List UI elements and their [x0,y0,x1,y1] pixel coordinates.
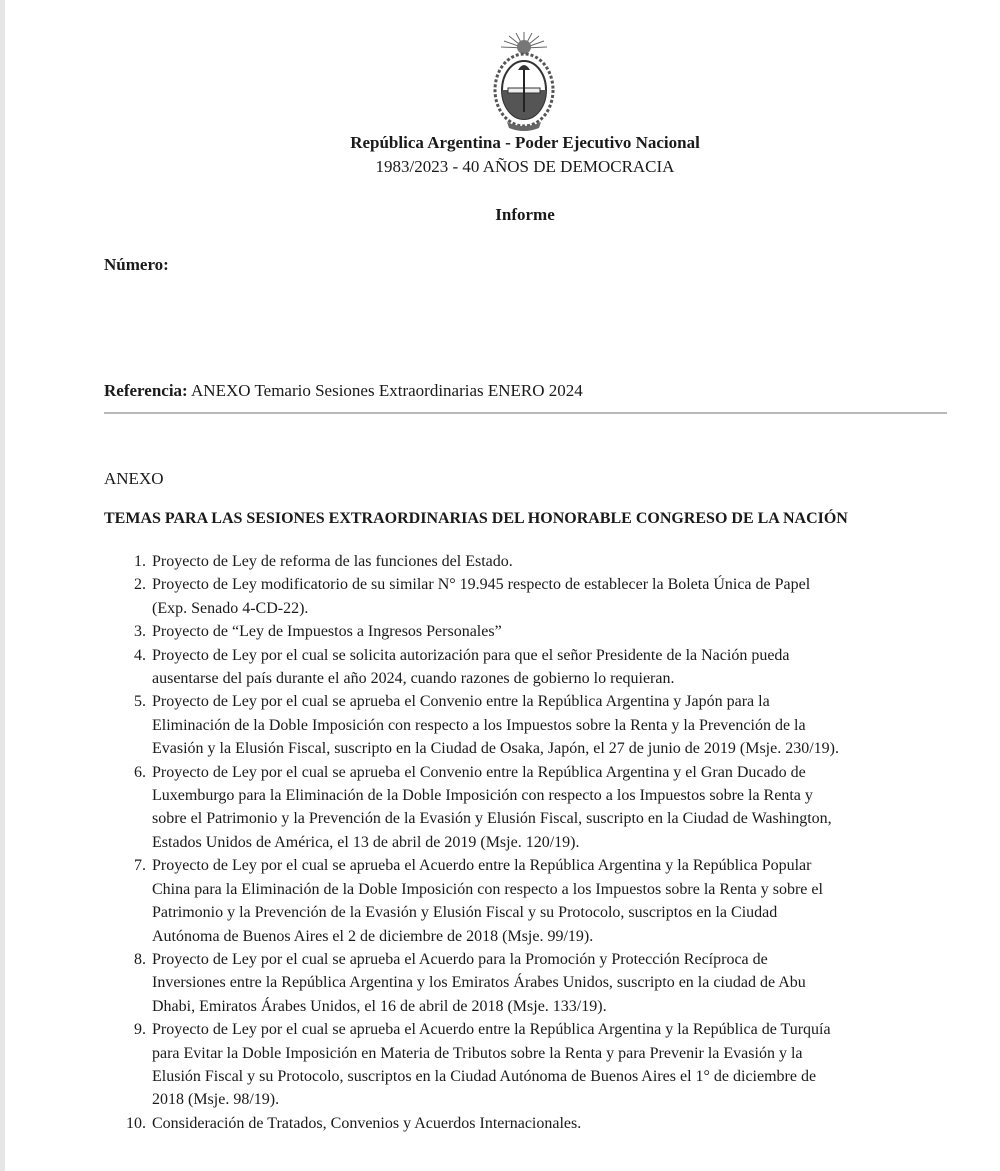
list-item-line: Dhabi, Emiratos Árabes Unidos, el 16 de abril de 2018 (Msje. 133/19). [152,997,607,1015]
temas-title: TEMAS PARA LAS SESIONES EXTRAORDINARIAS DEL HONORABLE CONGRESO DE LA NACIÓN [104,510,848,527]
list-item-number: 6. [134,763,146,781]
list-item-line: Estados Unidos de América, el 13 de abril de 2019 (Msje. 120/19). [152,833,580,851]
list-item [104,948,954,1018]
list-item-line: Luxemburgo para la Eliminación de la Doble Imposición con respecto a los Impuestos sobre la Renta y [152,787,813,805]
list-item-text [152,948,954,1018]
referencia [104,381,583,401]
referencia-label: Referencia: [104,381,188,400]
list-item-text [152,644,954,691]
document-type: Informe [495,205,555,224]
list-item-line: Evasión y la Elusión Fiscal, suscripto en la Ciudad de Osaka, Japón, el 27 de junio de 2019 (Msje. 230/19). [152,740,839,758]
header-subtitle: 1983/2023 - 40 AÑOS DE DEMOCRACIA [375,157,675,176]
anexo-heading: ANEXO [104,469,164,488]
list-item-line: (Exp. Senado 4-CD-22). [152,599,309,617]
list-item-text [152,1112,954,1135]
list-item-number: 7. [134,857,146,875]
list-item-number: 10. [126,1114,146,1132]
list-item [104,550,954,573]
list-item-line: Eliminación de la Doble Imposición con respecto a los Impuestos sobre la Renta y la Prevención de la [152,716,806,734]
list-item-line: Proyecto de Ley por el cual se aprueba el Acuerdo entre la República Argentina y la República de Turquía [152,1021,831,1039]
list-item-line: ausentarse del país durante el año 2024, cuando razones de gobierno lo requieran. [152,670,675,688]
list-item-number: 5. [134,693,146,711]
list-item-line: Autónoma de Buenos Aires el 2 de diciembre de 2018 (Msje. 99/19). [152,927,594,945]
list-item-number: 8. [134,950,146,968]
list-item-line: Proyecto de Ley por el cual se solicita autorización para que el señor Presidente de la Nación pueda [152,646,790,664]
list-item-line: Proyecto de Ley de reforma de las funciones del Estado. [152,553,513,570]
list-item-line: Proyecto de Ley por el cual se aprueba el Acuerdo entre la República Argentina y la República Popular [152,857,812,875]
list-item-line: Elusión Fiscal y su Protocolo, suscriptos en la Ciudad Autónoma de Buenos Aires el 1° de diciembre de [152,1067,817,1085]
list-item-line: Inversiones entre la República Argentina y los Emiratos Árabes Unidos, suscripto en la ciudad de Abu [152,974,806,992]
list-item-text [152,690,954,760]
temas-list [104,550,954,1135]
list-item [104,644,954,691]
list-item-text [152,761,954,855]
list-item-line: Patrimonio y la Prevención de la Evasión y Elusión Fiscal y su Protocolo, suscriptos en la Ciudad [152,904,778,922]
list-item-text [152,573,954,620]
list-item [104,1018,954,1112]
list-item-number: 1. [134,553,146,570]
divider [104,412,947,414]
list-item [104,854,954,948]
list-item-line: para Evitar la Doble Imposición en Materia de Tributos sobre la Renta y para Prevenir la Evasión y la [152,1044,803,1062]
list-item [104,1112,954,1135]
list-item-text [152,1018,954,1112]
list-item-number: 2. [134,576,146,594]
numero-label: Número: [104,255,169,274]
list-item-line: sobre el Patrimonio y la Prevención de la Evasión y Elusión Fiscal, suscripto en la Ciudad de Washington, [152,810,832,828]
list-item-line: Proyecto de “Ley de Impuestos a Ingresos Personales” [152,623,502,641]
list-item-line: Proyecto de Ley por el cual se aprueba el Acuerdo para la Promoción y Protección Recíproca de [152,950,768,968]
coat-of-arms-icon [485,30,563,134]
list-item [104,620,954,643]
list-item-line: Proyecto de Ley por el cual se aprueba el Convenio entre la República Argentina y el Gran Ducado de [152,763,806,781]
list-item-number: 3. [134,623,146,641]
list-item-number: 4. [134,646,146,664]
list-item-text [152,854,954,948]
referencia-value: ANEXO Temario Sesiones Extraordinarias ENERO 2024 [191,381,583,400]
list-item-text [152,620,954,643]
list-item [104,761,954,855]
list-item-line: Proyecto de Ley por el cual se aprueba el Convenio entre la República Argentina y Japón para la [152,693,770,711]
list-item-line: Consideración de Tratados, Convenios y Acuerdos Internacionales. [152,1114,582,1132]
header-title: República Argentina - Poder Ejecutivo Nacional [350,133,700,152]
list-item-number: 9. [134,1021,146,1039]
list-item-text [152,550,954,573]
list-item-line: Proyecto de Ley modificatorio de su similar N° 19.945 respecto de establecer la Boleta Única de Papel [152,576,811,594]
list-item [104,690,954,760]
list-item-line: 2018 (Msje. 98/19). [152,1091,280,1109]
list-item-line: China para la Eliminación de la Doble Imposición con respecto a los Impuestos sobre la Renta y sobre el [152,880,823,898]
list-item [104,573,954,620]
